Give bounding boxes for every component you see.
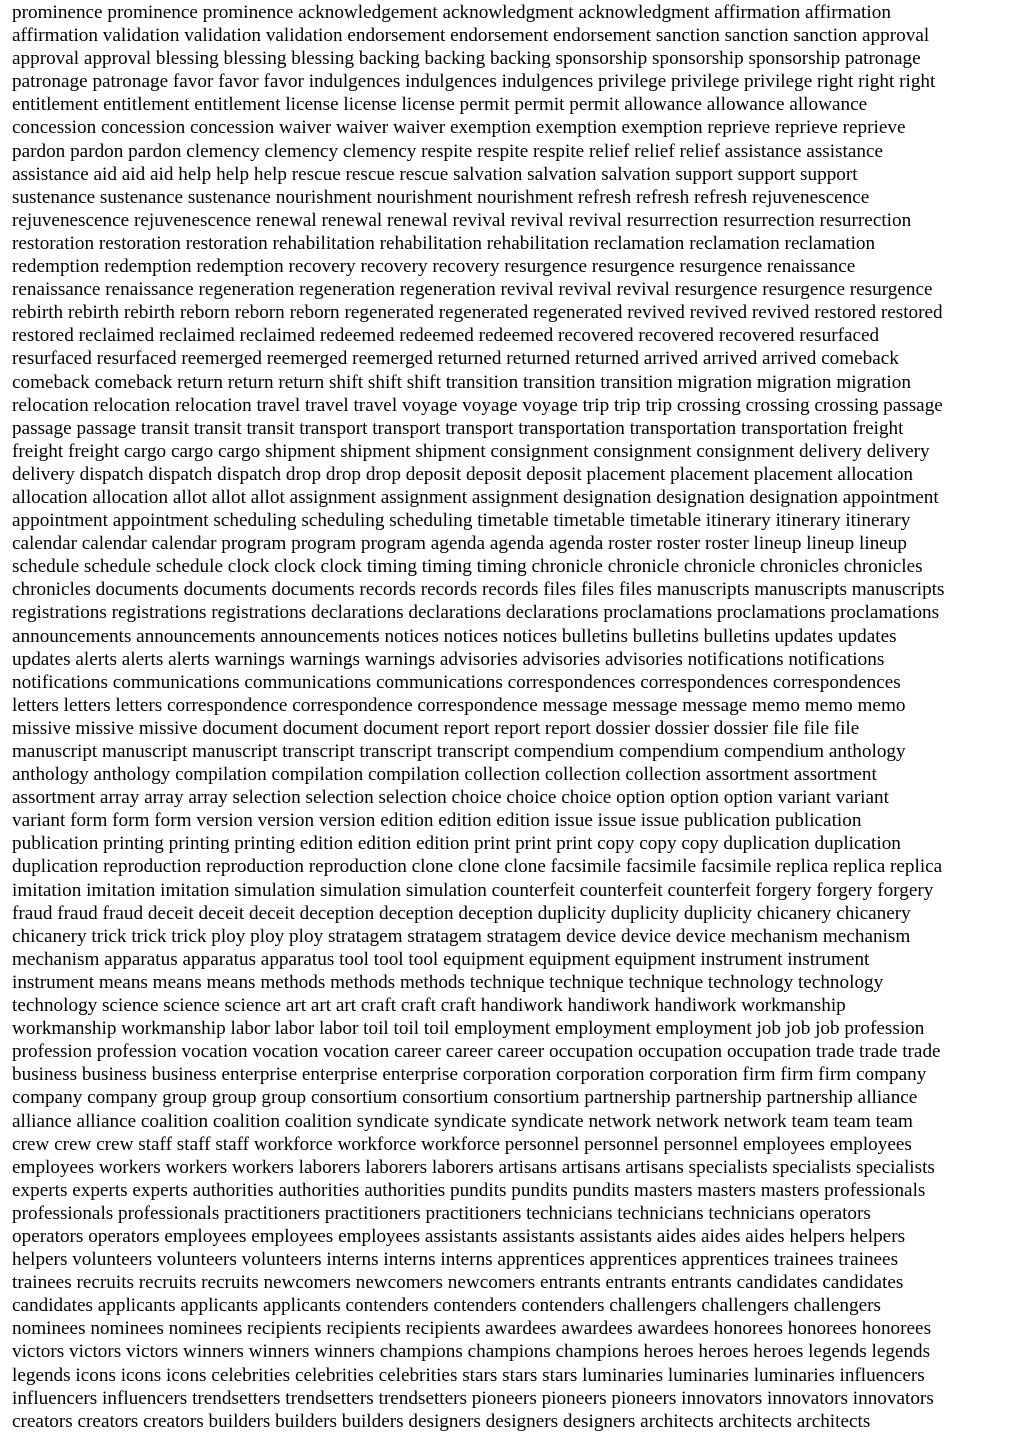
text-line: variant form form form version version version edition edition edition issue issue issue publication publication — [12, 810, 862, 832]
text-line: crew crew crew staff staff staff workforce workforce workforce personnel personnel personnel employees employees — [12, 1133, 912, 1155]
text-line: notifications communications communications communications correspondences correspondences correspondences — [12, 671, 901, 693]
text-line: approval approval blessing blessing blessing backing backing backing sponsorship sponsorship sponsorship patronage — [12, 48, 921, 70]
text-line: schedule schedule schedule clock clock clock timing timing timing chronicle chronicle chronicle chronicles chronicles — [12, 556, 923, 578]
text-line: chicanery trick trick trick ploy ploy ploy stratagem stratagem stratagem device device device mechanism mechanism — [12, 925, 911, 947]
text-line: redemption redemption redemption recovery recovery recovery resurgence resurgence resurgence renaissance — [12, 256, 856, 278]
text-line: allocation allocation allot allot allot assignment assignment assignment designation designation designation appointment — [12, 486, 939, 508]
text-line: instrument means means means methods methods methods technique technique technique technology technology — [12, 971, 884, 993]
text-line: affirmation validation validation validation endorsement endorsement endorsement sanction sanction sanction approval — [12, 25, 930, 47]
text-line: letters letters letters correspondence correspondence correspondence message message message memo memo memo — [12, 694, 906, 716]
text-line: workmanship workmanship labor labor labor toil toil toil employment employment employment job job job profession — [12, 1018, 925, 1040]
text-line: duplication reproduction reproduction reproduction clone clone clone facsimile facsimile facsimile replica replica replica — [12, 856, 943, 878]
text-line: victors victors victors winners winners winners champions champions champions heroes heroes heroes legends legends — [12, 1341, 931, 1363]
text-line: helpers volunteers volunteers volunteers interns interns interns apprentices apprentices apprentices trainees trainees — [12, 1249, 899, 1271]
text-line: employees workers workers workers laborers laborers laborers artisans artisans artisans specialists specialists specialists — [12, 1156, 935, 1178]
text-line: trainees recruits recruits recruits newcomers newcomers newcomers entrants entrants entrants candidates candidates — [12, 1272, 904, 1294]
text-line: missive missive missive document document document report report report dossier dossier dossier file file file — [12, 717, 860, 739]
text-line: influencers influencers trendsetters trendsetters trendsetters pioneers pioneers pioneers innovators innovators innovators — [12, 1387, 934, 1409]
text-line: entitlement entitlement entitlement license license license permit permit permit allowance allowance allowance — [12, 94, 868, 116]
text-line: manuscript manuscript manuscript transcript transcript transcript compendium compendium compendium anthology — [12, 741, 906, 762]
text-line: business business business enterprise enterprise enterprise corporation corporation corporation firm firm firm company — [12, 1064, 927, 1086]
text-line: nominees nominees nominees recipients recipients recipients awardees awardees awardees honorees honorees honorees — [12, 1318, 932, 1340]
text-line: alliance alliance coalition coalition coalition syndicate syndicate syndicate network network network team team team — [12, 1110, 913, 1132]
text-line: professionals professionals practitioners practitioners practitioners technicians technicians technicians operators — [12, 1202, 871, 1224]
text-line: patronage patronage favor favor favor indulgences indulgences indulgences privilege privilege privilege right right right — [12, 71, 936, 93]
text-line: passage passage transit transit transit transport transport transport transportation transportation transportation freight — [12, 417, 904, 439]
text-line: creators creators creators builders builders builders designers designers designers architects architects architects — [12, 1410, 871, 1432]
text-line: fraud fraud fraud deceit deceit deceit deception deception deception duplicity duplicity duplicity chicanery chicanery — [12, 902, 911, 924]
text-line: restoration restoration restoration rehabilitation rehabilitation rehabilitation reclamation reclamation reclamation — [12, 232, 876, 254]
text-line: appointment appointment scheduling scheduling scheduling timetable timetable timetable itinerary itinerary itinerary — [12, 510, 911, 532]
text-line: comeback comeback return return return shift shift shift transition transition transition migration migration migration — [12, 371, 911, 393]
text-line: concession concession concession waiver waiver waiver exemption exemption exemption reprieve reprieve reprieve — [12, 117, 906, 139]
text-line: assortment array array array selection selection selection choice choice choice option option option variant variant — [12, 787, 889, 809]
text-line: rejuvenescence rejuvenescence renewal renewal renewal revival revival revival resurrection resurrection resurrection — [12, 209, 912, 231]
text-line: anthology anthology compilation compilation compilation collection collection collection assortment assortment — [12, 764, 877, 786]
text-line: renaissance renaissance regeneration regeneration regeneration revival revival revival resurgence resurgence resurgence — [12, 279, 933, 301]
text-line: experts experts experts authorities authorities authorities pundits pundits pundits masters masters masters professionals — [12, 1179, 926, 1201]
text-line: announcements announcements announcements notices notices notices bulletins bulletins bulletins updates updates — [12, 625, 897, 647]
text-line: operators operators employees employees employees assistants assistants assistants aides aides aides helpers helpers — [12, 1225, 906, 1247]
text-line: publication printing printing printing edition edition edition print print print copy copy copy duplication duplication — [12, 833, 901, 855]
text-line: freight freight cargo cargo cargo shipment shipment shipment consignment consignment consignment delivery delivery — [12, 440, 930, 462]
text-line: prominence prominence prominence acknowledgement acknowledgment acknowledgment affirmation affirmation — [12, 2, 891, 23]
text-line: imitation imitation imitation simulation simulation simulation counterfeit counterfeit counterfeit forgery forgery forgery — [12, 879, 934, 901]
text-line: assistance aid aid aid help help help rescue rescue rescue salvation salvation salvation support support support — [12, 163, 858, 185]
text-line: profession profession vocation vocation vocation career career career occupation occupation occupation trade trade trade — [12, 1041, 941, 1063]
text-line: restored reclaimed reclaimed reclaimed redeemed redeemed redeemed recovered recovered recovered resurfaced — [12, 325, 880, 347]
text-line: chronicles documents documents documents records records records files files files manuscripts manuscripts manuscripts — [12, 579, 945, 601]
text-line: calendar calendar calendar program program program agenda agenda agenda roster roster roster lineup lineup lineup — [12, 533, 908, 555]
text-line: registrations registrations registrations declarations declarations declarations proclamations proclamations proclamations — [12, 602, 940, 624]
text-line: delivery dispatch dispatch dispatch drop drop drop deposit deposit deposit placement placement placement allocation — [12, 463, 914, 485]
text-line: mechanism apparatus apparatus apparatus tool tool tool equipment equipment equipment instrument instrument — [12, 948, 870, 970]
text-line: resurfaced resurfaced reemerged reemerged reemerged returned returned returned arrived arrived arrived comeback — [12, 348, 899, 370]
text-line: candidates applicants applicants applicants contenders contenders contenders challengers challengers challengers — [12, 1295, 881, 1317]
text-line: rebirth rebirth rebirth reborn reborn reborn regenerated regenerated regenerated revived revived revived restored restored — [12, 302, 943, 324]
text-line: technology science science science art art art craft craft craft handiwork handiwork handiwork workmanship — [12, 995, 846, 1017]
text-line: updates alerts alerts alerts warnings warnings warnings advisories advisories advisories notifications notifications — [12, 648, 885, 670]
text-line: pardon pardon pardon clemency clemency clemency respite respite respite relief relief relief assistance assistance — [12, 140, 884, 162]
text-line: legends icons icons icons celebrities celebrities celebrities stars stars stars luminaries luminaries luminaries influencers — [12, 1364, 925, 1386]
body-text — [12, 1, 1020, 1433]
text-line: relocation relocation relocation travel travel travel voyage voyage voyage trip trip trip crossing crossing crossing passage — [12, 394, 943, 416]
text-line: company company group group group consortium consortium consortium partnership partnership partnership alliance — [12, 1087, 918, 1109]
text-line: sustenance sustenance sustenance nourishment nourishment nourishment refresh refresh refresh rejuvenescence — [12, 186, 870, 208]
